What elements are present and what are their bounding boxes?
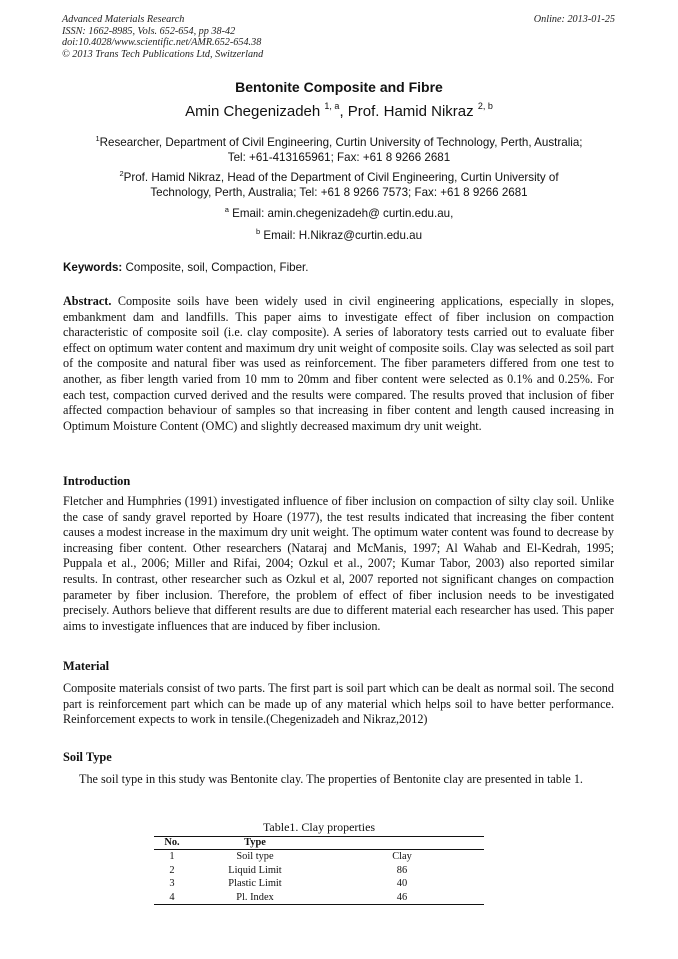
table-header-row [154, 837, 484, 850]
material-heading: Material [63, 659, 110, 673]
email1-sup: a [224, 205, 229, 214]
keywords-text: Composite, soil, Compaction, Fiber. [122, 261, 309, 274]
cell-no: 1 [169, 851, 175, 862]
author-2-sup: 2, b [477, 101, 493, 111]
clay-properties-table [154, 820, 484, 905]
aff1-line1: Researcher, Department of Civil Engineering, Curtin University of Technology, Perth, Australia; [99, 136, 583, 149]
cell-type: Plastic Limit [228, 878, 282, 890]
table-row [154, 864, 484, 878]
email2-text: Email: H.Nikraz@curtin.edu.au [260, 229, 423, 242]
abstract-text: Composite soils have been widely used in civil engineering applications, especially in slopes, embankment dam and landfills. This paper aims to investigate effect of fiber inclusion on compaction characteristic of composite soil (i.e. clay composite). A series of laboratory tests carried out to evaluate fiber effect on optimum water content and maximum dry unit weight of composite soils. Clay was selected as soil part of the composite and natural fiber was used as reinforcement. The fiber parameters differed from one test to another, as fiber length varied from 10 mm to 20mm and fiber content were selected as 0.1% and 0.25%. For each test, compaction curved derived and the results were compared. The results proved that inclusion of fiber affected compaction behaviour of samples so that increasing in fiber content and length caused increasing in Optimum Moisture Content (OMC) and slightly decreased maximum dry unit weight. [63, 294, 614, 433]
cell-value: 46 [396, 891, 408, 903]
authors [0, 101, 678, 120]
aff1-sup: 1 [95, 134, 100, 143]
cell-value: 40 [396, 878, 408, 890]
table-caption: Table1. Clay properties [262, 820, 376, 834]
author-1-sup: 1, a [324, 101, 340, 111]
author-2: , Prof. Hamid Nikraz [339, 103, 474, 120]
affiliation-1 [0, 131, 678, 165]
cell-type: Pl. Index [236, 891, 274, 903]
material-text: Composite materials consist of two parts. The first part is soil part which can be dealt as normal soil. The second part is reinforcement part which can be made up of any material which helps soil to have better performance. Reinforcement expects to work in tensile.(Chegenizadeh and Nikraz,2012) [63, 681, 614, 727]
cell-value: Clay [392, 851, 412, 862]
soil-type-text: The soil type in this study was Bentonite clay. The properties of Bentonite clay are presented in table 1. [79, 772, 583, 786]
aff2-line2: Technology, Perth, Australia; Tel: +61 8 9266 7573; Fax: +61 8 9266 2681 [150, 186, 528, 199]
online-date: Online: 2013-01-25 [533, 14, 615, 25]
table [154, 836, 484, 905]
doi: doi:10.4028/www.scientific.net/AMR.652-654.38 [62, 37, 262, 49]
cell-no: 2 [169, 864, 175, 876]
abstract-label: Abstract. [63, 294, 112, 308]
journal-name: Advanced Materials Research [62, 14, 185, 25]
issn: ISSN: 1662-8985, Vols. 652-654, pp 38-42 [62, 25, 236, 37]
keywords [63, 261, 309, 274]
author-1: Amin Chegenizadeh [185, 103, 321, 120]
journal-header [62, 14, 263, 60]
cell-no: 3 [169, 878, 175, 890]
email1-text: Email: amin.chegenizadeh@ curtin.edu.au, [228, 207, 454, 220]
header-type: Type [244, 837, 266, 848]
abstract [63, 294, 614, 434]
soil-type-heading: Soil Type [63, 750, 112, 764]
table-row [154, 877, 484, 891]
aff2-sup: 2 [119, 169, 124, 178]
affiliation-2 [0, 166, 678, 200]
cell-no: 4 [169, 891, 175, 903]
introduction-text: Fletcher and Humphries (1991) investigated influence of fiber inclusion on compaction of silty clay soil. Unlike the case of sandy gravel reported by Hoare (1977), the test results indicated that increasing the fiber content causes a modest increase in the maximum dry unit weight. The optimum water content was found to decrease by increasing fiber content. Other researchers (Nataraj and McManis, 1997; Al Wahab and El-Kedrah, 1995; Puppala et al., 2006; Miller and Rifai, 2004; Ozkul et al., 2007; Kumar Tabor, 2003) also reported similar results. In contrast, other researcher such as Ozkul et al, 2007 reported not significant changes on compaction parameter by fiber inclusion. Therefore, the problem of effect of fiber inclusion needs to be investigated precisely. Authors believe that different results are due to different material each researcher has used. This paper aims to investigate influences that are induced by fiber inclusion. [63, 494, 614, 633]
email-2 [0, 224, 678, 243]
table-row [154, 891, 484, 905]
paper-title: Bentonite Composite and Fibre [235, 79, 443, 95]
introduction-heading: Introduction [63, 474, 131, 488]
aff2-line1: Prof. Hamid Nikraz, Head of the Department of Civil Engineering, Curtin University of [123, 171, 559, 184]
cell-value: 86 [396, 864, 408, 876]
copyright: © 2013 Trans Tech Publications Ltd, Switzerland [62, 48, 264, 60]
email2-sup: b [255, 227, 261, 236]
cell-type: Soil type [236, 851, 274, 862]
header-no: No. [164, 837, 180, 848]
table-row [154, 850, 484, 864]
header-value [320, 837, 484, 850]
cell-type: Liquid Limit [228, 864, 282, 876]
keywords-label: Keywords: [63, 261, 123, 274]
aff1-line2: Tel: +61-413165961; Fax: +61 8 9266 2681 [227, 151, 451, 164]
email-1 [0, 202, 678, 221]
